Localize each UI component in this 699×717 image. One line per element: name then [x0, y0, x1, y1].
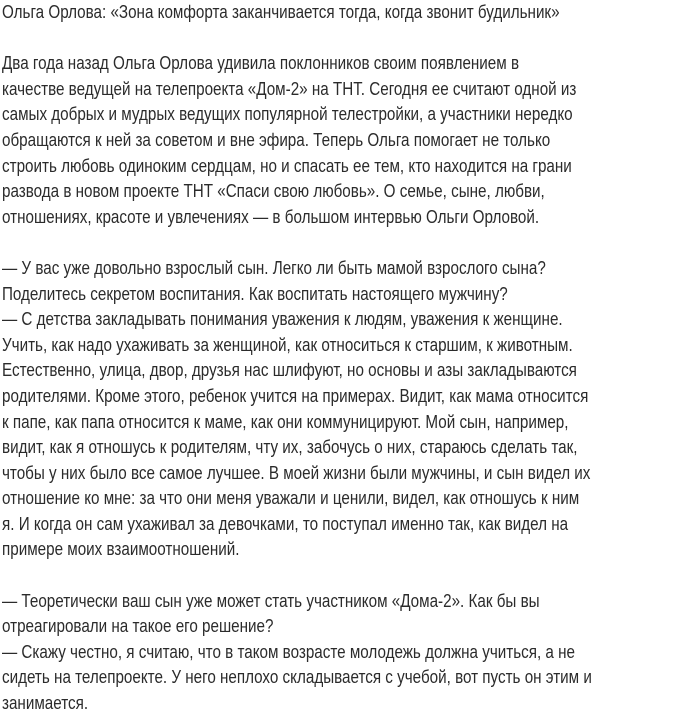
paragraph-line: — С детства закладывать понимания уважения к людям, уважения к женщине. — [2, 309, 563, 330]
paragraph — [2, 256, 695, 563]
paragraph-line: примере моих взаимоотношений. — [2, 539, 240, 560]
paragraph-line: — Теоретически ваш сын уже может стать участником «Дома-2». Как бы вы — [2, 590, 540, 611]
paragraph-line: родителями. Кроме этого, ребенок учится на примерах. Видит, как мама относится — [2, 385, 589, 406]
paragraph-line: Два года назад Ольга Орлова удивила поклонников своим появлением в — [2, 53, 520, 74]
paragraph-line: к папе, как папа относится к маме, как они коммуницируют. Мой сын, например, — [2, 411, 569, 432]
paragraph-line: — У вас уже довольно взрослый сын. Легко ли быть мамой взрослого сына? — [2, 257, 546, 278]
paragraph-line: сидеть на телепроекте. У него неплохо складывается с учебой, вот пусть он этим и — [2, 667, 592, 688]
paragraph-gap — [2, 230, 695, 256]
paragraph-line: развода в новом проекте ТНТ «Спаси свою любовь». О семье, сыне, любви, — [2, 181, 545, 202]
paragraph — [2, 51, 695, 230]
paragraph-line: — Скажу честно, я считаю, что в таком возрасте молодежь должна учиться, а не — [2, 641, 575, 662]
paragraph-line: занимается. — [2, 693, 89, 714]
paragraph-line: Естественно, улица, двор, друзья нас шлифуют, но основы и азы закладываются — [2, 360, 577, 381]
paragraph-line: видит, как я отношусь к родителям, чту их, забочусь о них, стараюсь сделать так, — [2, 437, 578, 458]
article-body — [2, 51, 695, 716]
paragraph — [2, 589, 695, 717]
paragraph-line: чтобы у них было все самое лучшее. В моей жизни были мужчины, и сын видел их — [2, 462, 591, 483]
paragraph-line: отношениях, красоте и увлечениях — в большом интервью Ольги Орловой. — [2, 206, 540, 227]
paragraph-line: качестве ведущей на телепроекта «Дом-2» на ТНТ. Сегодня ее считают одной из — [2, 78, 577, 99]
paragraph-line: строить любовь одиноким сердцам, но и спасать ее тем, кто находится на грани — [2, 155, 572, 176]
paragraph-line: Поделитесь секретом воспитания. Как воспитать настоящего мужчину? — [2, 283, 508, 304]
paragraph-line: Учить, как надо ухаживать за женщиной, как относиться к старшим, к животным. — [2, 334, 573, 355]
article — [2, 0, 695, 717]
paragraph-gap — [2, 26, 695, 52]
paragraph-line: самых добрых и мудрых ведущих популярной телестройки, а участники нередко — [2, 104, 573, 125]
paragraph-line: я. И когда он сам ухаживал за девочками, то поступал именно так, как видел на — [2, 513, 569, 534]
paragraph-line: отношение ко мне: за что они меня уважали и ценили, видел, как отношусь к ним — [2, 488, 580, 509]
paragraph-line: отреагировали на такое его решение? — [2, 616, 274, 637]
paragraph-gap — [2, 563, 695, 589]
article-title: Ольга Орлова: «Зона комфорта заканчивается тогда, когда звонит будильник» — [2, 2, 560, 22]
paragraph-line: обращаются к ней за советом и вне эфира. Теперь Ольга помогает не только — [2, 129, 551, 150]
